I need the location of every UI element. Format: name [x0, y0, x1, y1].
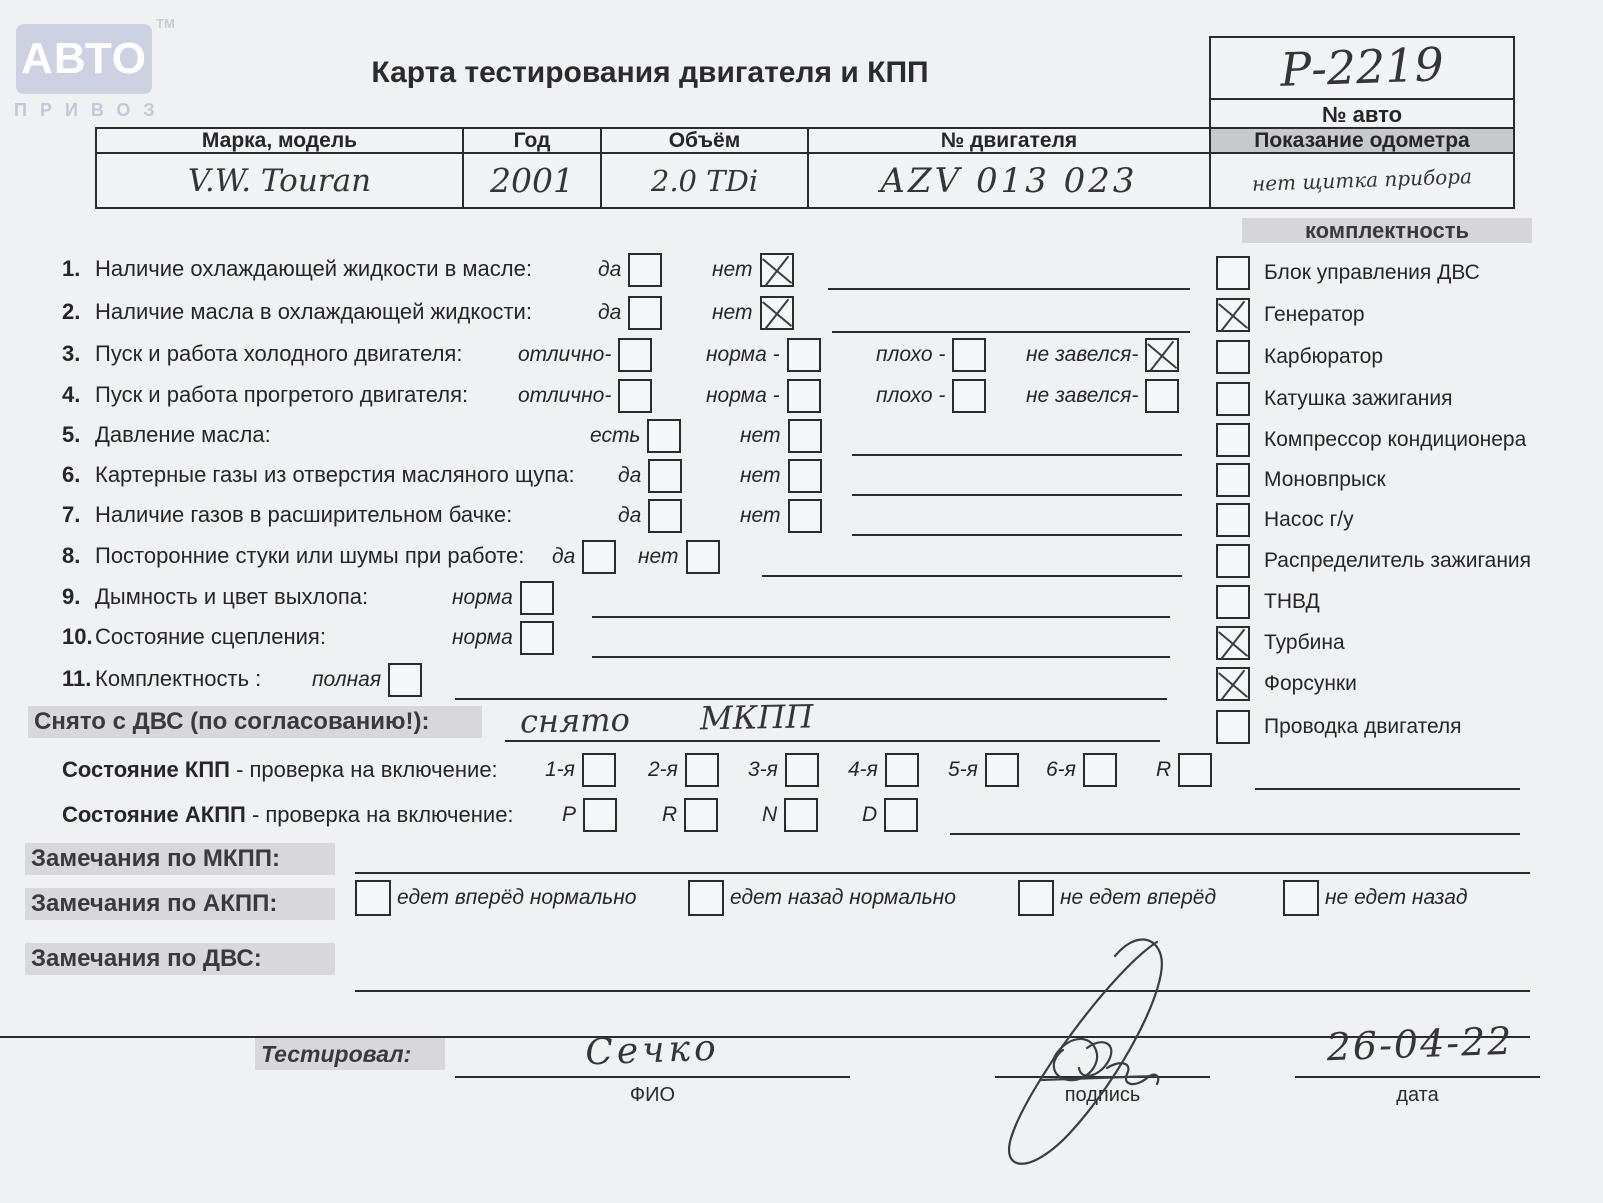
akpp-reverse-ok-checkbox[interactable] — [688, 880, 724, 916]
comment-line — [852, 454, 1182, 456]
gearbox-check-row — [0, 752, 1603, 792]
value-volume: 2.0 TDi — [602, 154, 809, 207]
completeness-label: Генератор — [1264, 303, 1365, 326]
q7-da-checkbox[interactable] — [648, 499, 682, 533]
gear-4 — [848, 752, 919, 788]
comment-line — [832, 331, 1190, 333]
q7-net-checkbox[interactable] — [788, 499, 822, 533]
q4-option-otlichno — [518, 378, 652, 414]
q6-da-checkbox[interactable] — [648, 459, 682, 493]
gearbox-check-label — [62, 757, 498, 783]
comment-line — [1255, 788, 1520, 790]
gear-label: 1-я — [545, 758, 575, 781]
gear-5 — [948, 752, 1019, 788]
option-label: нет — [712, 301, 753, 324]
gear-label: R — [1156, 758, 1172, 781]
question-number: 4. — [62, 382, 81, 407]
option-label: нет — [712, 258, 753, 281]
remarks-dvs-label: Замечания по ДВС: — [25, 943, 335, 975]
date-caption: дата — [1396, 1084, 1439, 1106]
q4-norma-checkbox[interactable] — [787, 379, 821, 413]
akpp-remark-label: не едет назад — [1325, 886, 1468, 909]
q8-option-da — [552, 539, 616, 575]
q4-option-ploho — [876, 378, 986, 414]
option-label: не завелся- — [1026, 343, 1139, 366]
value-engine-no: AZV 013 023 — [809, 154, 1211, 207]
completeness-label: Компрессор кондиционера — [1264, 428, 1527, 451]
date-handwritten: 26-04-22 — [1325, 1018, 1515, 1070]
akpp-remark-label: не едет вперёд — [1060, 886, 1217, 909]
akpp-remark-no-forward — [1018, 880, 1216, 916]
completeness-label: Блок управления ДВС — [1264, 261, 1480, 284]
auto-gearbox-check-label-bold: Состояние АКПП — [62, 802, 246, 827]
option-label: не завелся- — [1026, 384, 1139, 407]
mode-n — [762, 797, 818, 833]
gear-label: 3-я — [748, 758, 778, 781]
mode-r — [662, 797, 718, 833]
auto-number-label: № авто — [1211, 98, 1513, 130]
q6-option-net — [740, 458, 822, 494]
akpp-remark-no-reverse — [1283, 880, 1467, 916]
akpp-forward-ok-checkbox[interactable] — [355, 880, 391, 916]
akpp-no-reverse-checkbox[interactable] — [1283, 880, 1319, 916]
question-label: Пуск и работа холодного двигателя: — [95, 341, 463, 366]
question-number: 2. — [62, 299, 81, 324]
gear-1 — [545, 752, 616, 788]
question-label: Посторонние стуки или шумы при работе: — [95, 543, 525, 568]
comment-line — [592, 656, 1170, 658]
q5-net-checkbox[interactable] — [788, 419, 822, 453]
col-header-odometer: Показание одометра — [1211, 129, 1513, 154]
signature-caption: подпись — [1064, 1084, 1141, 1106]
completeness-label: ТНВД — [1264, 590, 1320, 613]
q8-option-net — [638, 539, 720, 575]
signature-scribble — [945, 928, 1245, 1178]
question-row-4 — [0, 378, 1603, 418]
gear-1-checkbox[interactable] — [582, 753, 616, 787]
gear-3-checkbox[interactable] — [785, 753, 819, 787]
value-odometer: нет щитка прибора — [1251, 164, 1473, 196]
completeness-label: Форсунки — [1264, 672, 1357, 695]
comment-line — [852, 534, 1182, 536]
question-label: Дымность и цвет выхлопа: — [95, 584, 369, 609]
question-label: Наличие охлаждающей жидкости в масле: — [95, 256, 532, 281]
option-label: норма - — [706, 343, 780, 366]
q2-da-checkbox[interactable] — [628, 296, 662, 330]
q6-net-checkbox[interactable] — [788, 459, 822, 493]
option-label: норма — [452, 626, 513, 649]
q5-option-net — [740, 418, 822, 454]
question-row-1 — [0, 252, 1603, 292]
question-row-9 — [0, 580, 1603, 620]
q7-option-da — [618, 498, 682, 534]
akpp-no-forward-checkbox[interactable] — [1018, 880, 1054, 916]
q1-da-checkbox[interactable] — [628, 253, 662, 287]
question-number: 10. — [62, 624, 93, 649]
remarks-dvs-line — [355, 990, 1530, 992]
completeness-label: Распределитель зажигания — [1264, 549, 1532, 572]
option-label: норма — [452, 586, 513, 609]
q10-norma-checkbox[interactable] — [520, 621, 554, 655]
q10-option-norma — [452, 620, 554, 656]
col-header-brand: Марка, модель — [97, 129, 464, 154]
option-label: нет — [740, 424, 781, 447]
q11-polnaya-checkbox[interactable] — [388, 663, 422, 697]
completeness-label: Проводка двигателя — [1264, 715, 1462, 738]
gear-r-checkbox[interactable] — [1178, 753, 1212, 787]
mode-r-checkbox[interactable] — [684, 798, 718, 832]
option-label: плохо - — [876, 343, 946, 366]
q5-option-est — [590, 418, 681, 454]
completeness-item — [1216, 710, 1462, 744]
option-label: отлично- — [518, 384, 612, 407]
q4-option-norma — [706, 378, 821, 414]
question-label: Комплектность : — [95, 666, 262, 691]
remarks-akpp-label: Замечания по АКПП: — [25, 888, 335, 920]
mode-n-checkbox[interactable] — [784, 798, 818, 832]
question-label: Давление масла: — [95, 422, 271, 447]
q3-otlichno-checkbox[interactable] — [618, 338, 652, 372]
completeness-label: Карбюратор — [1264, 345, 1384, 368]
col-header-engine-no: № двигателя — [809, 129, 1211, 154]
option-label: нет — [740, 504, 781, 527]
mode-d-checkbox[interactable] — [884, 798, 918, 832]
q1-option-da — [598, 252, 662, 288]
completeness-label: Насос г/у — [1264, 508, 1354, 531]
auto-gearbox-check-row — [0, 797, 1603, 837]
mode-label: R — [662, 803, 678, 826]
q4-option-ne-zavelsya — [1026, 378, 1179, 414]
option-label: есть — [590, 424, 641, 447]
akpp-remark-reverse-ok — [688, 880, 956, 916]
completeness-header: комплектность — [1242, 218, 1532, 243]
option-label: плохо - — [876, 384, 946, 407]
q2-option-net — [712, 295, 794, 331]
comment-line — [828, 288, 1190, 290]
q2-net-checkbox[interactable] — [760, 296, 794, 330]
gear-2 — [648, 752, 719, 788]
remarks-mkpp-line — [355, 872, 1530, 874]
q6-option-da — [618, 458, 682, 494]
fio-caption: ФИО — [629, 1084, 676, 1106]
q7-option-net — [740, 498, 822, 534]
akpp-remark-forward-ok — [355, 880, 636, 916]
gear-4-checkbox[interactable] — [885, 753, 919, 787]
option-label: полная — [312, 668, 382, 691]
option-label: нет — [740, 464, 781, 487]
q1-option-net — [712, 252, 794, 288]
akpp-remark-label: едет вперёд нормально — [397, 886, 637, 909]
completeness-label: Моновпрыск — [1264, 468, 1386, 491]
comment-line — [950, 833, 1520, 835]
removed-from-engine-label: Снято с ДВС (по согласованию!): — [28, 706, 482, 738]
gear-5-checkbox[interactable] — [985, 753, 1019, 787]
q3-option-ne-zavelsya — [1026, 337, 1179, 373]
tested-by-label: Тестировал: — [255, 1038, 445, 1070]
gear-6-checkbox[interactable] — [1083, 753, 1117, 787]
removed-from-engine-value: снято МКПП — [519, 697, 814, 741]
auto-number-box — [1209, 36, 1515, 132]
gear-3 — [748, 752, 819, 788]
auto-gearbox-check-label — [62, 802, 514, 828]
akpp-remark-label: едет назад нормально — [730, 886, 956, 909]
fio-line — [455, 1076, 850, 1078]
trademark-mark: TM — [156, 16, 175, 31]
question-number: 11. — [62, 666, 92, 691]
option-label: отлично- — [518, 343, 612, 366]
question-row-5 — [0, 418, 1603, 458]
completeness-label: Турбина — [1264, 631, 1345, 654]
remarks-mkpp-label: Замечания по МКПП: — [25, 843, 335, 875]
checkbox-engine-wiring[interactable] — [1216, 710, 1250, 744]
option-label: норма - — [706, 384, 780, 407]
q3-option-otlichno — [518, 337, 652, 373]
completeness-label: Катушка зажигания — [1264, 387, 1453, 410]
option-label: да — [618, 504, 642, 527]
option-label: да — [552, 545, 576, 568]
question-row-7 — [0, 498, 1603, 538]
q3-ploho-checkbox[interactable] — [952, 338, 986, 372]
question-label: Наличие газов в расширительном бачке: — [95, 502, 513, 527]
question-number: 3. — [62, 341, 81, 366]
question-label: Пуск и работа прогретого двигателя: — [95, 382, 469, 407]
comment-line — [762, 575, 1182, 577]
q3-option-norma — [706, 337, 821, 373]
option-label: нет — [638, 545, 679, 568]
question-number: 7. — [62, 502, 81, 527]
question-number: 9. — [62, 584, 81, 609]
question-number: 5. — [62, 422, 81, 447]
gear-6 — [1046, 752, 1117, 788]
q4-ploho-checkbox[interactable] — [952, 379, 986, 413]
value-brand: V.W. Touran — [97, 154, 464, 207]
auto-number-handwritten: Р-2219 — [1279, 37, 1445, 97]
mode-d — [862, 797, 918, 833]
question-number: 6. — [62, 462, 81, 487]
avtoprivoz-logo — [16, 24, 152, 94]
mode-p-checkbox[interactable] — [583, 798, 617, 832]
question-row-6 — [0, 458, 1603, 498]
q3-norma-checkbox[interactable] — [787, 338, 821, 372]
logo-text: АВТО — [21, 34, 147, 83]
q11-option-polnaya — [312, 662, 422, 698]
option-label: да — [618, 464, 642, 487]
q4-ne-zavelsya-checkbox[interactable] — [1145, 379, 1179, 413]
q3-ne-zavelsya-checkbox[interactable] — [1145, 338, 1179, 372]
q8-net-checkbox[interactable] — [686, 540, 720, 574]
mode-p — [562, 797, 617, 833]
signature-line — [995, 1076, 1210, 1078]
option-label: да — [598, 258, 622, 281]
question-label: Состояние сцепления: — [95, 624, 326, 649]
page-title: Карта тестирования двигателя и КПП — [371, 56, 929, 89]
question-row-10 — [0, 620, 1603, 660]
question-row-8 — [0, 539, 1603, 579]
mode-label: N — [762, 803, 778, 826]
col-header-year: Год — [464, 129, 602, 154]
q3-option-ploho — [876, 337, 986, 373]
question-row-2 — [0, 295, 1603, 335]
tester-name-handwritten: Сечко — [584, 1027, 721, 1074]
q2-option-da — [598, 295, 662, 331]
vehicle-table — [95, 127, 1515, 209]
gear-label: 2-я — [648, 758, 678, 781]
removed-line — [505, 740, 1160, 742]
question-label: Картерные газы из отверстия масляного щупа: — [95, 462, 575, 487]
gear-2-checkbox[interactable] — [685, 753, 719, 787]
question-label: Наличие масла в охлаждающей жидкости: — [95, 299, 532, 324]
q5-est-checkbox[interactable] — [647, 419, 681, 453]
auto-gearbox-check-label-rest: - проверка на включение: — [245, 802, 514, 827]
mode-label: P — [562, 803, 577, 826]
logo-subtitle: ПРИВОЗ — [14, 100, 168, 120]
gear-label: 6-я — [1046, 758, 1076, 781]
question-number: 8. — [62, 543, 81, 568]
gearbox-check-label-rest: - проверка на включение: — [229, 757, 498, 782]
gear-label: 5-я — [948, 758, 978, 781]
q9-norma-checkbox[interactable] — [520, 581, 554, 615]
mode-label: D — [862, 803, 878, 826]
gear-label: 4-я — [848, 758, 878, 781]
q8-da-checkbox[interactable] — [582, 540, 616, 574]
comment-line — [592, 616, 1170, 618]
gear-r — [1156, 752, 1212, 788]
option-label: да — [598, 301, 622, 324]
col-header-volume: Объём — [602, 129, 809, 154]
question-number: 1. — [62, 256, 81, 281]
value-year: 2001 — [464, 154, 602, 207]
comment-line — [852, 494, 1182, 496]
q4-otlichno-checkbox[interactable] — [618, 379, 652, 413]
gearbox-check-label-bold: Состояние КПП — [62, 757, 230, 782]
q9-option-norma — [452, 580, 554, 616]
question-row-11 — [0, 662, 1603, 702]
date-line — [1295, 1076, 1540, 1078]
q1-net-checkbox[interactable] — [760, 253, 794, 287]
question-row-3 — [0, 337, 1603, 377]
